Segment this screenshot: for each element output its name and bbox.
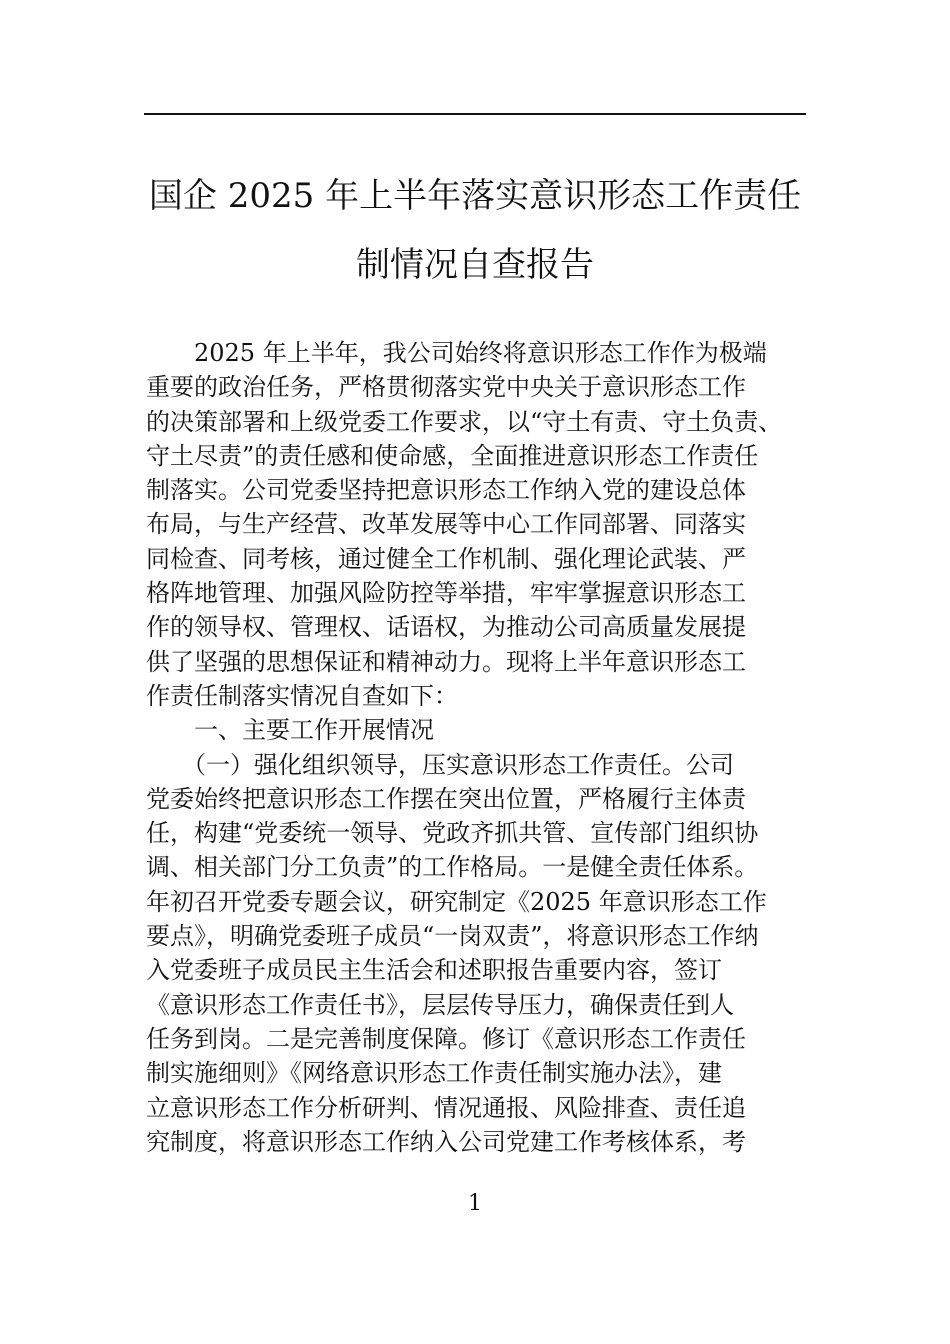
body-line: 作责任制落实情况自查如下：	[146, 681, 458, 710]
body-line: 立意识形态工作分析研判、情况通报、风险排查、责任追	[146, 1093, 746, 1122]
body-line: 布局，与生产经营、改革发展等中心工作同部署、同落实	[146, 510, 746, 539]
body-line: 制实施细则》《网络意识形态工作责任制实施办法》，建	[146, 1059, 722, 1088]
body-line: 2025 年上半年，我公司始终将意识形态工作作为极端	[146, 339, 767, 367]
body-line: 供了坚强的思想保证和精神动力。现将上半年意识形态工	[146, 647, 746, 676]
section-heading: 一、主要工作开展情况	[146, 716, 434, 745]
body-line: 格阵地管理、加强风险防控等举措，牢牢掌握意识形态工	[146, 579, 746, 608]
body-line: 的决策部署和上级党委工作要求，以“守土有责、守土负责、	[146, 407, 783, 436]
body-line: 任务到岗。二是完善制度保障。修订《意识形态工作责任	[146, 1024, 746, 1053]
body-line: 年初召开党委专题会议，研究制定《2025 年意识形态工作	[146, 887, 767, 916]
page-number: 1	[468, 1191, 482, 1216]
body-line: 《意识形态工作责任书》，层层传导压力，确保责任到人	[146, 990, 734, 1019]
header-rule	[144, 113, 806, 115]
body-line: 要点》，明确党委班子成员“一岗双责”，将意识形态工作纳	[146, 922, 759, 951]
body-line: 制落实。公司党委坚持把意识形态工作纳入党的建设总体	[146, 476, 746, 505]
body-line: 任，构建“党委统一领导、党政齐抓共管、宣传部门组织协	[146, 819, 759, 848]
body-line: 作的领导权、管理权、话语权，为推动公司高质量发展提	[146, 613, 746, 642]
body-line: 同检查、同考核，通过健全工作机制、强化理论武装、严	[146, 544, 746, 573]
body-line: 党委始终把意识形态工作摆在突出位置，严格履行主体责	[146, 784, 746, 813]
document-title-line-1: 国企 2025 年上半年落实意识形态工作责任	[148, 176, 802, 216]
body-line: 入党委班子成员民主生活会和述职报告重要内容，签订	[146, 956, 722, 985]
body-line: 究制度，将意识形态工作纳入公司党建工作考核体系，考	[146, 1127, 746, 1156]
document-title-line-2: 制情况自查报告	[356, 245, 594, 285]
body-line: 调、相关部门分工负责”的工作格局。一是健全责任体系。	[146, 853, 759, 882]
subsection-line: （一）强化组织领导，压实意识形态工作责任。公司	[146, 750, 734, 779]
body-line: 重要的政治任务，严格贯彻落实党中央关于意识形态工作	[146, 373, 746, 402]
body-line: 守土尽责”的责任感和使命感，全面推进意识形态工作责任	[146, 441, 759, 470]
document-body	[146, 336, 816, 1159]
